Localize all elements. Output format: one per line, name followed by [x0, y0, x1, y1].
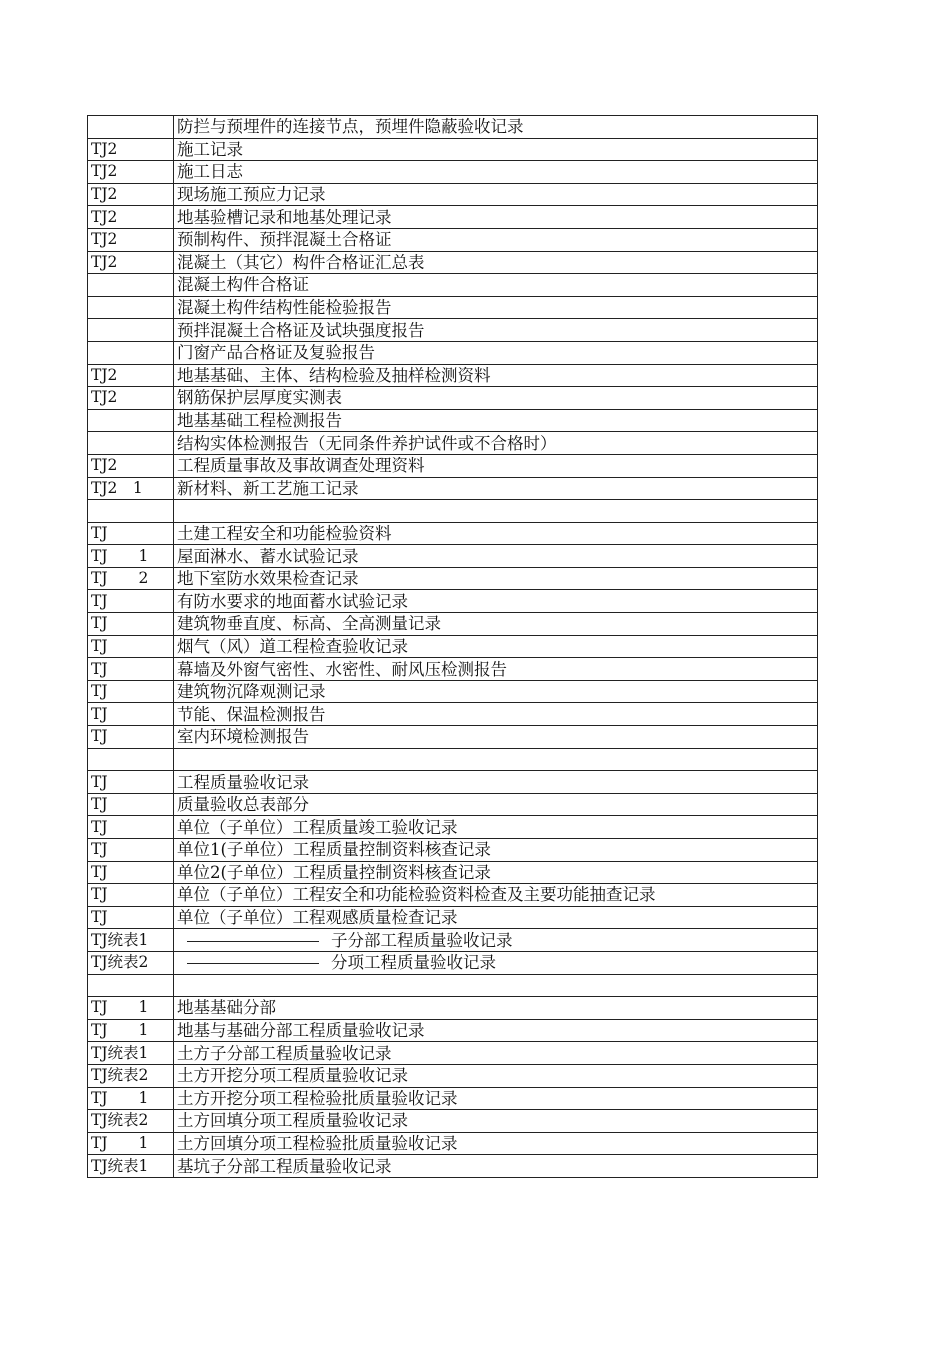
record-code-cell[interactable]: TJ	[88, 884, 174, 907]
table-row	[88, 1110, 818, 1133]
table-row	[88, 432, 818, 455]
record-title-cell[interactable]: 建筑物垂直度、标高、全高测量记录	[174, 613, 818, 636]
record-code-cell[interactable]: TJ 2	[88, 567, 174, 590]
table-row	[88, 567, 818, 590]
record-title-cell[interactable]: 质量验收总表部分	[174, 793, 818, 816]
table-row	[88, 364, 818, 387]
table-row	[88, 816, 818, 839]
table-row	[88, 409, 818, 432]
record-title-cell[interactable]: 室内环境检测报告	[174, 726, 818, 749]
table-row	[88, 590, 818, 613]
record-code-cell[interactable]: TJ 1	[88, 1132, 174, 1155]
table-row	[88, 748, 818, 771]
record-code-cell[interactable]: TJ	[88, 522, 174, 545]
record-title-cell[interactable]: 土方回填分项工程质量验收记录	[174, 1110, 818, 1133]
blank-underline	[187, 941, 319, 942]
record-code-cell[interactable]: TJ2	[88, 387, 174, 410]
record-title-cell[interactable]: 单位（子单位）工程观感质量检查记录	[174, 906, 818, 929]
record-code-cell[interactable]: TJ2 1	[88, 477, 174, 500]
record-code-cell[interactable]: TJ统表1	[88, 1155, 174, 1178]
table-row	[88, 658, 818, 681]
record-code-cell[interactable]: TJ2	[88, 251, 174, 274]
record-code-cell[interactable]: TJ统表2	[88, 1064, 174, 1087]
table-row	[88, 703, 818, 726]
record-code-cell[interactable]: TJ	[88, 635, 174, 658]
record-code-cell[interactable]	[88, 500, 174, 523]
table-row	[88, 341, 818, 364]
table-row	[88, 680, 818, 703]
record-title-cell[interactable]: 屋面淋水、蓄水试验记录	[174, 545, 818, 568]
table-row	[88, 906, 818, 929]
table-row	[88, 319, 818, 342]
records-table-body	[88, 116, 818, 1178]
record-code-cell[interactable]: TJ	[88, 726, 174, 749]
record-code-cell[interactable]: TJ统表1	[88, 1042, 174, 1065]
record-code-cell[interactable]: TJ	[88, 703, 174, 726]
record-title-cell[interactable]: 现场施工预应力记录	[174, 183, 818, 206]
record-title-cell[interactable]: 单位1(子单位）工程质量控制资料核查记录	[174, 839, 818, 862]
table-row	[88, 884, 818, 907]
records-table	[87, 115, 818, 1178]
record-title-cell[interactable]: 基坑子分部工程质量验收记录	[174, 1155, 818, 1178]
record-code-cell[interactable]	[88, 974, 174, 997]
table-row	[88, 138, 818, 161]
record-code-cell[interactable]	[88, 409, 174, 432]
record-code-cell[interactable]: TJ	[88, 861, 174, 884]
record-title-cell[interactable]: 地基与基础分部工程质量验收记录	[174, 1019, 818, 1042]
table-row	[88, 951, 818, 974]
table-row	[88, 1064, 818, 1087]
record-code-cell[interactable]: TJ2	[88, 228, 174, 251]
table-row	[88, 545, 818, 568]
record-title-cell[interactable]: 预制构件、预拌混凝土合格证	[174, 228, 818, 251]
record-title-cell[interactable]: 地基验槽记录和地基处理记录	[174, 206, 818, 229]
record-code-cell[interactable]	[88, 432, 174, 455]
table-row	[88, 1132, 818, 1155]
table-row	[88, 839, 818, 862]
table-row	[88, 206, 818, 229]
table-row	[88, 613, 818, 636]
record-title-cell[interactable]: 节能、保温检测报告	[174, 703, 818, 726]
table-row	[88, 1087, 818, 1110]
table-row	[88, 116, 818, 139]
record-title-cell[interactable]	[174, 748, 818, 771]
record-code-cell[interactable]: TJ统表2	[88, 1110, 174, 1133]
record-code-cell[interactable]: TJ2	[88, 161, 174, 184]
record-code-cell[interactable]: TJ2	[88, 206, 174, 229]
record-code-cell[interactable]	[88, 274, 174, 297]
record-title-cell[interactable]: 预拌混凝土合格证及试块强度报告	[174, 319, 818, 342]
record-code-cell[interactable]: TJ 1	[88, 997, 174, 1020]
table-row	[88, 500, 818, 523]
table-row	[88, 635, 818, 658]
blank-underline	[187, 963, 319, 964]
record-code-cell[interactable]: TJ	[88, 658, 174, 681]
record-code-cell[interactable]: TJ	[88, 839, 174, 862]
table-row	[88, 929, 818, 952]
record-title-cell[interactable]: 工程质量验收记录	[174, 771, 818, 794]
table-row	[88, 1019, 818, 1042]
record-code-cell[interactable]: TJ	[88, 906, 174, 929]
table-row	[88, 1155, 818, 1178]
table-row	[88, 296, 818, 319]
table-row	[88, 387, 818, 410]
record-code-cell[interactable]: TJ2	[88, 364, 174, 387]
record-title-cell[interactable]	[174, 951, 818, 974]
record-title-cell[interactable]: 烟气（风）道工程检查验收记录	[174, 635, 818, 658]
record-title-cell[interactable]: 单位（子单位）工程质量竣工验收记录	[174, 816, 818, 839]
record-title-cell[interactable]: 混凝土构件结构性能检验报告	[174, 296, 818, 319]
record-title-cell[interactable]: 土方回填分项工程检验批质量验收记录	[174, 1132, 818, 1155]
record-code-cell[interactable]: TJ	[88, 613, 174, 636]
record-code-cell[interactable]	[88, 296, 174, 319]
table-row	[88, 274, 818, 297]
table-row	[88, 793, 818, 816]
table-row	[88, 183, 818, 206]
table-row	[88, 726, 818, 749]
table-row	[88, 1042, 818, 1065]
record-title-cell[interactable]: 防拦与预埋件的连接节点，预埋件隐蔽验收记录	[174, 116, 818, 139]
table-row	[88, 861, 818, 884]
record-title-cell[interactable]: 土方开挖分项工程检验批质量验收记录	[174, 1087, 818, 1110]
table-row	[88, 454, 818, 477]
record-title-cell[interactable]: 工程质量事故及事故调查处理资料	[174, 454, 818, 477]
record-title-text: 分项工程质量验收记录	[331, 953, 496, 973]
record-title-cell[interactable]: 地下室防水效果检查记录	[174, 567, 818, 590]
record-code-cell[interactable]: TJ	[88, 771, 174, 794]
record-code-cell[interactable]: TJ	[88, 816, 174, 839]
record-title-cell[interactable]: 地基基础分部	[174, 997, 818, 1020]
record-title-cell[interactable]: 施工日志	[174, 161, 818, 184]
table-row	[88, 477, 818, 500]
record-title-cell[interactable]: 幕墙及外窗气密性、水密性、耐风压检测报告	[174, 658, 818, 681]
table-row	[88, 771, 818, 794]
record-title-cell[interactable]: 施工记录	[174, 138, 818, 161]
record-code-cell[interactable]: TJ	[88, 793, 174, 816]
record-code-cell[interactable]: TJ2	[88, 138, 174, 161]
table-row	[88, 161, 818, 184]
record-title-cell[interactable]: 土建工程安全和功能检验资料	[174, 522, 818, 545]
record-title-cell[interactable]: 地基基础、主体、结构检验及抽样检测资料	[174, 364, 818, 387]
record-title-cell[interactable]: 结构实体检测报告（无同条件养护试件或不合格时）	[174, 432, 818, 455]
record-title-cell[interactable]: 门窗产品合格证及复验报告	[174, 341, 818, 364]
record-code-cell[interactable]	[88, 748, 174, 771]
record-title-cell[interactable]: 钢筋保护层厚度实测表	[174, 387, 818, 410]
record-title-cell[interactable]: 有防水要求的地面蓄水试验记录	[174, 590, 818, 613]
table-row	[88, 251, 818, 274]
record-title-cell[interactable]: 土方子分部工程质量验收记录	[174, 1042, 818, 1065]
table-row	[88, 997, 818, 1020]
record-code-cell[interactable]: TJ统表1	[88, 929, 174, 952]
record-title-cell[interactable]	[174, 500, 818, 523]
table-row	[88, 522, 818, 545]
record-title-text: 子分部工程质量验收记录	[331, 930, 513, 950]
record-title-cell[interactable]: 单位2(子单位）工程质量控制资料核查记录	[174, 861, 818, 884]
table-row	[88, 228, 818, 251]
record-code-cell[interactable]: TJ 1	[88, 545, 174, 568]
record-title-cell[interactable]: 新材料、新工艺施工记录	[174, 477, 818, 500]
record-title-cell[interactable]: 地基基础工程检测报告	[174, 409, 818, 432]
record-code-cell[interactable]: TJ 1	[88, 1019, 174, 1042]
record-code-cell[interactable]	[88, 341, 174, 364]
record-code-cell[interactable]: TJ统表2	[88, 951, 174, 974]
record-title-cell[interactable]	[174, 974, 818, 997]
record-code-cell[interactable]: TJ2	[88, 183, 174, 206]
table-row	[88, 974, 818, 997]
record-title-cell[interactable]	[174, 929, 818, 952]
record-title-cell[interactable]: 混凝土构件合格证	[174, 274, 818, 297]
record-code-cell[interactable]: TJ	[88, 680, 174, 703]
record-code-cell[interactable]: TJ2	[88, 454, 174, 477]
record-code-cell[interactable]	[88, 319, 174, 342]
record-code-cell[interactable]: TJ	[88, 590, 174, 613]
record-code-cell[interactable]: TJ 1	[88, 1087, 174, 1110]
record-title-cell[interactable]: 混凝土（其它）构件合格证汇总表	[174, 251, 818, 274]
record-title-cell[interactable]: 建筑物沉降观测记录	[174, 680, 818, 703]
record-title-cell[interactable]: 土方开挖分项工程质量验收记录	[174, 1064, 818, 1087]
record-code-cell[interactable]	[88, 116, 174, 139]
record-title-cell[interactable]: 单位（子单位）工程安全和功能检验资料检查及主要功能抽查记录	[174, 884, 818, 907]
